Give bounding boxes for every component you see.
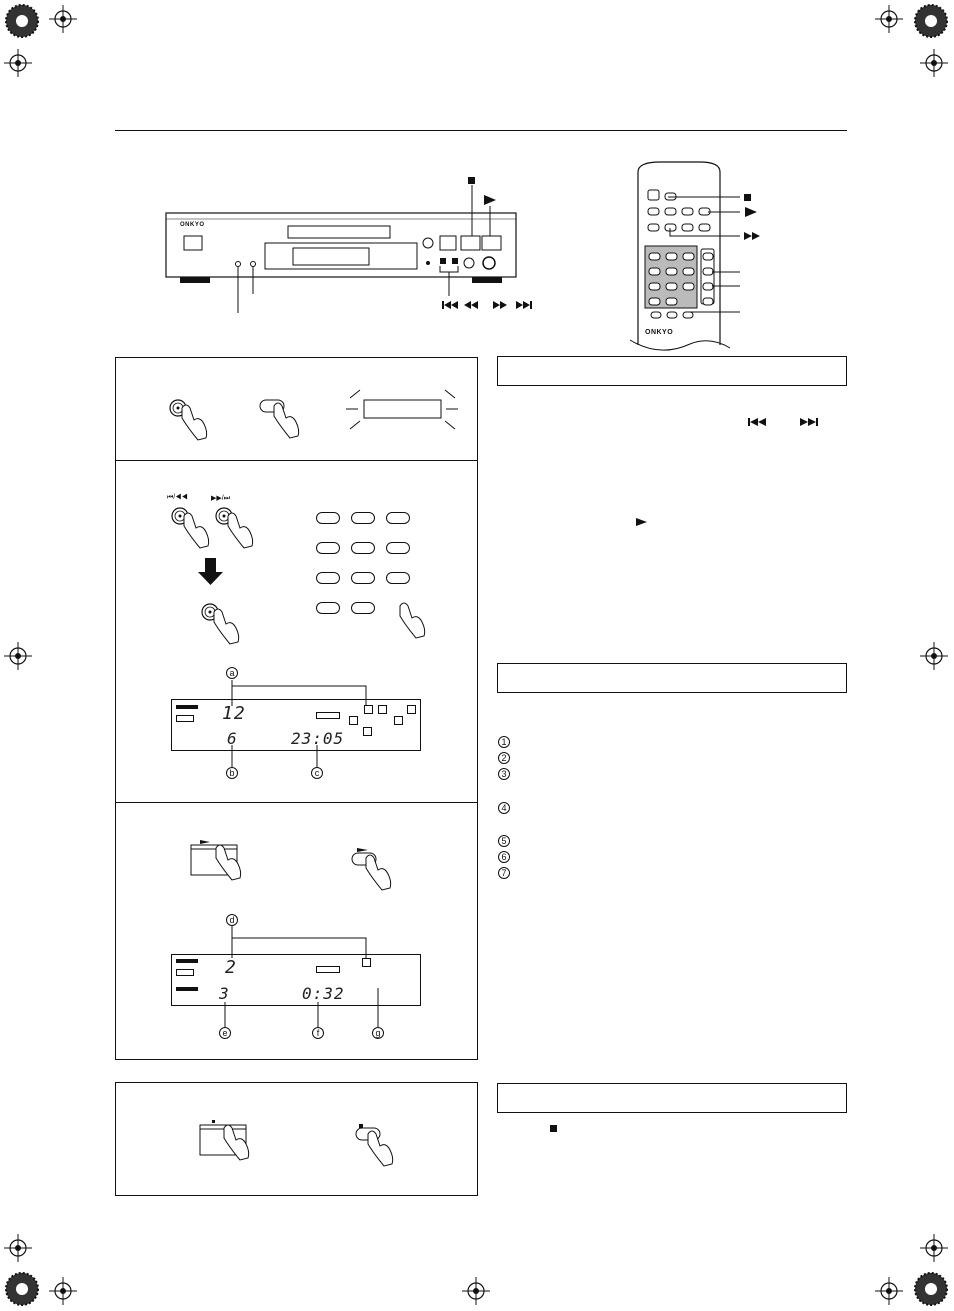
section-header-1 xyxy=(497,356,847,386)
jog-label-next: ▶▶/⏭ xyxy=(211,495,231,502)
indicator-bar xyxy=(176,987,198,991)
list-number: 1 xyxy=(498,736,510,748)
jog-label-prev: ⏮/◀◀ xyxy=(167,494,188,501)
remote-logo: ONKYO xyxy=(645,329,674,336)
indicator-bar xyxy=(176,959,198,963)
display-a-track: 12 xyxy=(222,703,246,724)
display-b xyxy=(171,954,421,1006)
display-a-time: 23:05 xyxy=(291,729,345,748)
list-number: 4 xyxy=(498,802,510,814)
display-a-index: 6 xyxy=(227,729,238,748)
section-header-2 xyxy=(497,663,847,693)
list-number: 2 xyxy=(498,752,510,764)
play-icon xyxy=(636,518,647,526)
callout-b: b xyxy=(226,767,238,779)
brand-logo: ONKYO xyxy=(180,222,205,228)
skip-icon xyxy=(748,417,823,429)
display-b-track: 2 xyxy=(225,957,237,978)
list-number: 5 xyxy=(498,835,510,847)
display-b-index: 3 xyxy=(219,984,230,1003)
callout-a: a xyxy=(226,667,238,679)
stop-icon xyxy=(550,1125,557,1132)
callout-d: d xyxy=(226,914,238,926)
indicator-outline xyxy=(176,969,194,976)
callout-g: g xyxy=(372,1027,384,1039)
list-number: 6 xyxy=(498,851,510,863)
callout-c: c xyxy=(311,767,323,779)
indicator-outline xyxy=(316,966,340,973)
callout-f: f xyxy=(312,1027,324,1039)
section-header-3 xyxy=(497,1083,847,1113)
callout-e: e xyxy=(219,1027,231,1039)
list-number: 7 xyxy=(498,867,510,879)
list-number: 3 xyxy=(498,768,510,780)
display-b-time: 0:32 xyxy=(302,984,345,1003)
music-calendar-box xyxy=(362,958,371,967)
